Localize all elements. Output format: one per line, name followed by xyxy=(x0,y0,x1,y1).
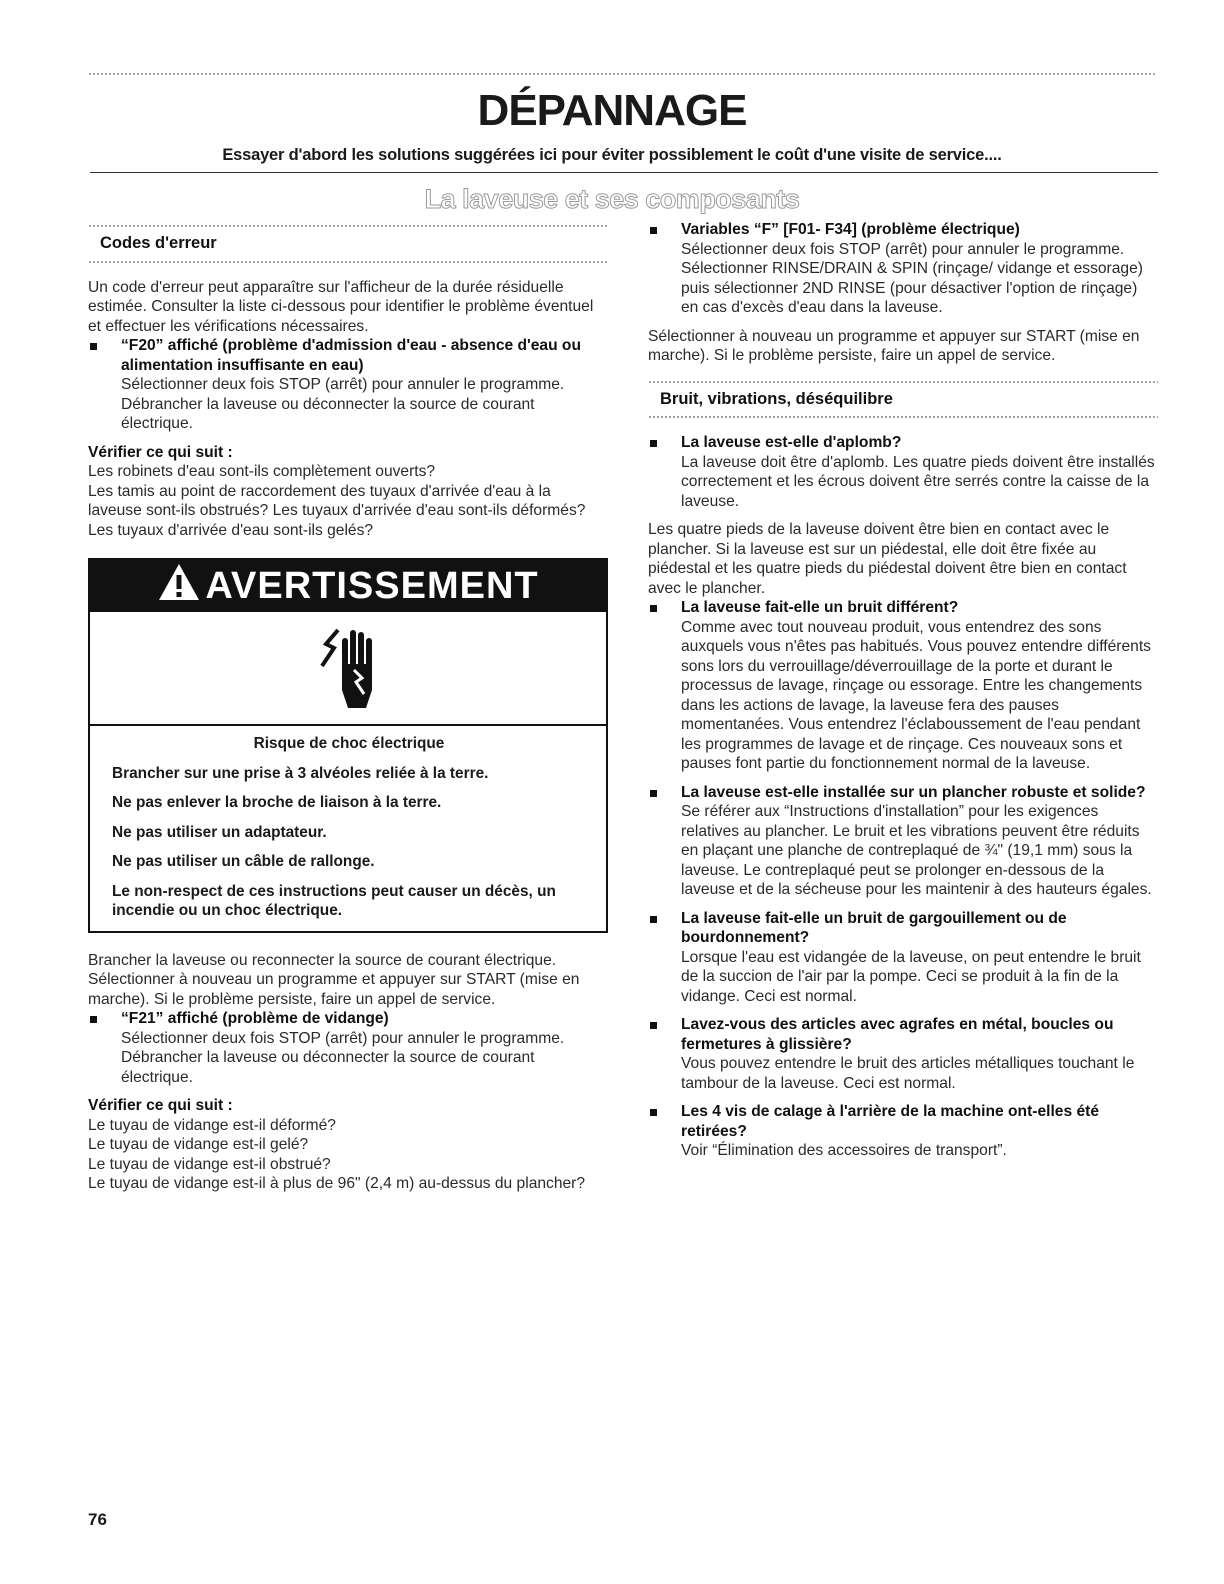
noise-item-title: La laveuse fait-elle un bruit différent? xyxy=(681,599,959,616)
variables-text: Sélectionner deux fois STOP (arrêt) pour annuler le programme. Sélectionner RINSE/DRAIN & SPIN (rinçage/ vidange et essorage) puis sélectionner 2ND RINSE (pour désactiver l'option de rinçage) en cas d'excès d'eau dans la laveuse. xyxy=(681,240,1143,316)
subhead-title: Codes d'erreur xyxy=(100,234,217,252)
noise-item-title: La laveuse est-elle d'aplomb? xyxy=(681,434,902,451)
right-column xyxy=(648,220,1158,1170)
variables-item xyxy=(648,220,1158,318)
bullet-icon xyxy=(650,440,657,447)
noise-item-text: Vous pouvez entendre le bruit des articles métalliques touchant le tambour de la laveuse. Ceci est normal. xyxy=(681,1055,1135,1092)
bullet-icon xyxy=(650,605,657,612)
f20-text: Sélectionner deux fois STOP (arrêt) pour annuler le programme. Débrancher la laveuse ou déconnecter la source de courant électrique. xyxy=(121,376,565,432)
f21-text: Sélectionner deux fois STOP (arrêt) pour annuler le programme. Débrancher la laveuse ou déconnecter la source de courant électrique. xyxy=(121,1029,565,1086)
after-warning-text: Brancher la laveuse ou reconnecter la source de courant électrique. Sélectionner à nouveau un programme et appuyer sur START (mise en marche). Si le problème persiste, faire un appel de service. xyxy=(88,951,580,1008)
noise-item xyxy=(648,1015,1158,1093)
warning-triangle-icon xyxy=(157,562,201,602)
section-title: La laveuse et ses composants xyxy=(424,184,800,214)
warning-body xyxy=(90,726,606,931)
noise-item-title: Lavez-vous des articles avec agrafes en métal, boucles ou fermetures à glissière? xyxy=(681,1016,1114,1053)
f21-check: Le tuyau de vidange est-il obstrué? xyxy=(88,1155,331,1173)
noise-item-title: Les 4 vis de calage à l'arrière de la machine ont-elles été retirées? xyxy=(681,1103,1100,1140)
f20-check: Les robinets d'eau sont-ils complètement ouverts? xyxy=(88,463,436,480)
top-dotted-rule xyxy=(88,72,1156,76)
noise-item xyxy=(648,1102,1158,1161)
header-divider xyxy=(90,172,1158,173)
noise-item-text: Lorsque l'eau est vidangée de la laveuse, on peut entendre le bruit de la succion de l'air par la pompe. Ceci se produit à la fin de la vidange. Ceci est normal. xyxy=(681,948,1141,1005)
noise-item-title: La laveuse fait-elle un bruit de gargouillement ou de bourdonnement? xyxy=(681,909,1067,946)
noise-item xyxy=(648,433,1158,511)
warning-consequence: Le non-respect de ces instructions peut causer un décès, un incendie ou un choc électrique. xyxy=(112,882,556,919)
electric-shock-hand-icon xyxy=(308,618,388,718)
bullet-icon xyxy=(650,1109,657,1116)
f21-check: Le tuyau de vidange est-il à plus de 96" (2,4 m) au-dessus du plancher? xyxy=(88,1175,586,1192)
variables-title: Variables “F” [F01- F34] (problème électrique) xyxy=(681,221,1020,238)
variables-text-2: Sélectionner à nouveau un programme et appuyer sur START (mise en marche). Si le problème persiste, faire un appel de service. xyxy=(648,327,1140,364)
bullet-icon xyxy=(90,343,97,350)
noise-item-text: Comme avec tout nouveau produit, vous entendrez des sons auxquels vous n'êtes pas habitués. Vous pouvez entendre différents sons lors du verrouillage/déverrouillage de la porte et durant le processus de lavage, rinçage ou essorage. Entre les changements dans les actions de lavage, la laveuse fera des pauses momentanées. Vous entendrez l'éclaboussement de l'eau pendant les programmes de lavage et de rinçage. Ces nouveaux sons et pauses font partie du fonctionnement normal de la laveuse. xyxy=(681,618,1151,772)
subhead-rule-bottom xyxy=(88,260,608,264)
warning-header-text: AVERTISSEMENT xyxy=(205,565,539,607)
left-column xyxy=(88,224,608,1194)
f21-check: Le tuyau de vidange est-il déformé? xyxy=(88,1116,336,1134)
page-number: 76 xyxy=(88,1510,107,1529)
noise-item xyxy=(648,598,1158,774)
error-codes-intro: Un code d'erreur peut apparaître sur l'afficheur de la durée résiduelle estimée. Consulter la liste ci-dessous pour identifier le problème éventuel et effectuer les vérifications nécessaires. xyxy=(88,278,594,335)
noise-item xyxy=(648,909,1158,1007)
f20-check: Les tuyaux d'arrivée d'eau sont-ils gelés? xyxy=(88,521,374,539)
noise-item-text: Voir “Élimination des accessoires de transport”. xyxy=(681,1142,1007,1159)
bullet-icon xyxy=(650,1022,657,1029)
bullet-icon xyxy=(90,1016,97,1023)
noise-item xyxy=(648,783,1158,900)
noise-item-text-2: Les quatre pieds de la laveuse doivent être bien en contact avec le plancher. Si la laveuse est sur un piédestal, elle doit être fixée au piédestal et les quatre pieds du piédestal doivent être bien en contact avec le plancher. xyxy=(648,521,1127,597)
warning-line: Ne pas enlever la broche de liaison à la terre. xyxy=(112,794,442,811)
f20-item xyxy=(88,336,608,434)
warning-box xyxy=(88,558,608,933)
noise-item-text: La laveuse doit être d'aplomb. Les quatre pieds doivent être installés correctement et les écrous doivent être serrés contre la caisse de la laveuse. xyxy=(681,453,1155,510)
page-title: DÉPANNAGE xyxy=(477,86,747,135)
warning-line: Brancher sur une prise à 3 alvéoles reliée à la terre. xyxy=(112,764,489,782)
noise-item-text: Se référer aux “Instructions d'installation” pour les exigences relatives au plancher. Le bruit et les vibrations peuvent être réduits en plaçant une planche de contreplaqué de ¾" (19,1 mm) sous la laveuse. Le contreplaqué peut se prolonger en-dessous de la laveuse et de la sécheuse pour les maintenir à des hauteurs égales. xyxy=(681,803,1152,898)
page-subtitle: Essayer d'abord les solutions suggérées ici pour éviter possiblement le coût d'une visite de service.... xyxy=(222,146,1002,164)
subhead-rule-bottom xyxy=(648,415,1158,419)
subhead-error-codes xyxy=(88,224,608,264)
bullet-icon xyxy=(650,916,657,923)
f21-item xyxy=(88,1009,608,1087)
bullet-icon xyxy=(650,227,657,234)
subhead-title: Bruit, vibrations, déséquilibre xyxy=(660,389,893,408)
noise-item-title: La laveuse est-elle installée sur un plancher robuste et solide? xyxy=(681,783,1146,801)
f21-title: “F21” affiché (problème de vidange) xyxy=(121,1010,389,1027)
warning-line: Ne pas utiliser un adaptateur. xyxy=(112,823,327,841)
bullet-icon xyxy=(650,790,657,797)
warning-header xyxy=(90,560,606,612)
warning-icon-area xyxy=(90,612,606,726)
warning-risk: Risque de choc électrique xyxy=(253,735,445,752)
f20-title: “F20” affiché (problème d'admission d'eau - absence d'eau ou alimentation insuffisante en eau) xyxy=(121,337,581,374)
f20-check-label: Vérifier ce qui suit : xyxy=(88,443,233,461)
f20-check: Les tamis au point de raccordement des tuyaux d'arrivée d'eau à la laveuse sont-ils obstrués? Les tuyaux d'arrivée d'eau sont-ils déformés? xyxy=(88,482,586,519)
f21-check-label: Vérifier ce qui suit : xyxy=(88,1097,233,1114)
f21-check: Le tuyau de vidange est-il gelé? xyxy=(88,1136,309,1153)
warning-line: Ne pas utiliser un câble de rallonge. xyxy=(112,853,375,870)
subhead-noise xyxy=(648,380,1158,420)
